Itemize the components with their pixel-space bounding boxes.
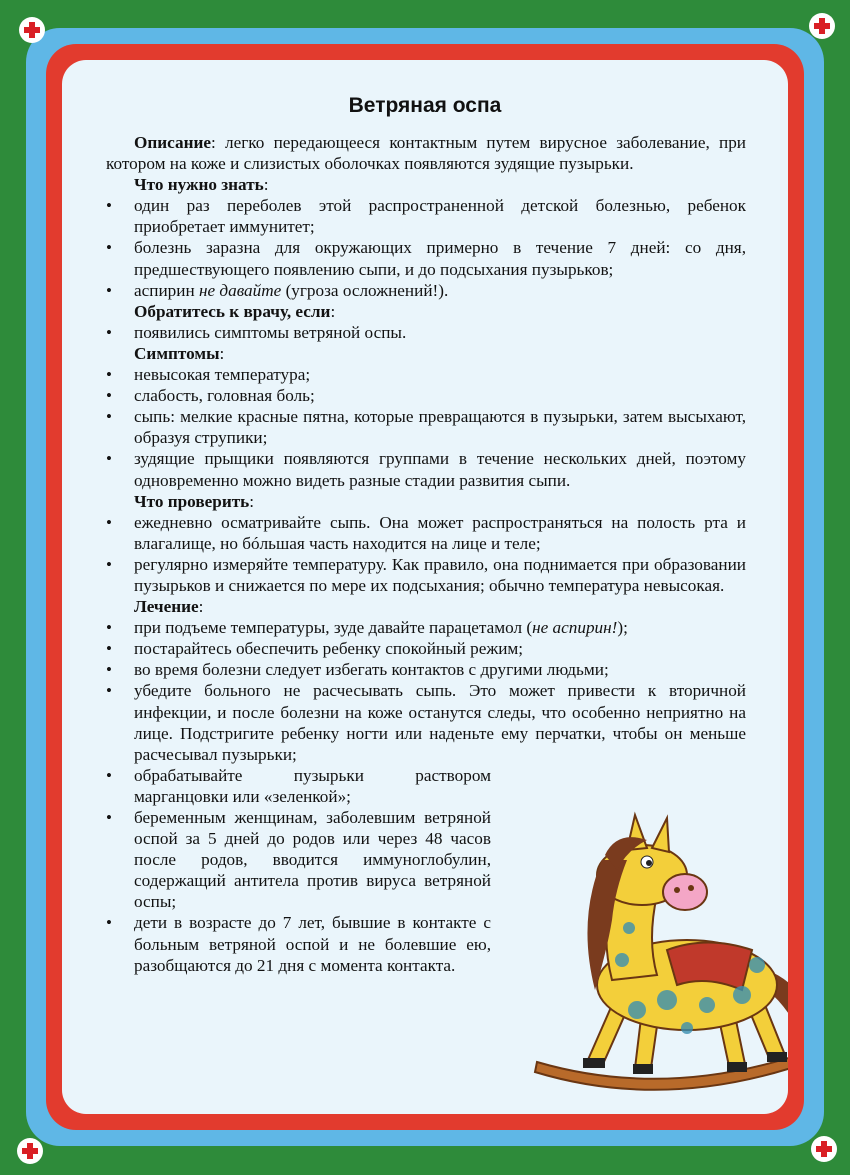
list-item: • невысокая температура; (106, 364, 746, 385)
heading-text: Лечение (134, 597, 199, 617)
list-treatment-narrow (106, 765, 491, 976)
list-item: • зудящие прыщики появляются группами в течение нескольких дней, поэтому одновременно можно видеть разные стадии развития сыпи. (106, 448, 746, 490)
list-item: • болезнь заразна для окружающих примерно в течение 7 дней: со дня, предшествующего появлению сыпи, и до подсыхания пузырьков; (106, 237, 746, 279)
leaflet-page (62, 60, 788, 1114)
section-heading-check (106, 491, 746, 512)
list-item: • появились симптомы ветряной оспы. (106, 322, 746, 343)
page-title: Ветряная оспа (348, 94, 502, 117)
item-text: при подъеме температуры, зуде давайте парацетамол ( (134, 618, 533, 638)
list-item: • ежедневно осматривайте сыпь. Она может распространяться на полость рта и влагалище, но бóльшая часть находится на лице и теле; (106, 512, 746, 554)
heading-colon: : (330, 301, 336, 321)
list-symptoms (106, 364, 746, 491)
list-item: • во время болезни следует избегать контактов с другими людьми; (106, 659, 746, 680)
medical-cross-icon (17, 1138, 43, 1164)
heading-text: Что проверить (134, 491, 250, 511)
heading-colon: : (263, 175, 269, 195)
section-heading-know (106, 174, 746, 195)
item-emphasis: не аспирин! (532, 618, 618, 638)
list-treatment (106, 617, 746, 765)
list-item: • слабость, головная боль; (106, 385, 746, 406)
list-item: • обрабатывайте пузырьки раствором марганцовки или «зеленкой»; (106, 765, 491, 807)
heading-colon: : (219, 343, 225, 363)
list-item: • постарайтесь обеспечить ребенку спокойный режим; (106, 638, 746, 659)
section-heading-doctor (106, 301, 746, 322)
medical-cross-icon (809, 13, 835, 39)
heading-colon: : (249, 491, 255, 511)
list-item: • дети в возрасте до 7 лет, бывшие в контакте с больным ветряной оспой и не болевшие ею, разобщаются до 21 дня с момента контакта. (106, 912, 491, 975)
medical-cross-icon (19, 17, 45, 43)
section-heading-treatment (106, 596, 746, 617)
list-item (106, 617, 746, 638)
list-doctor (106, 322, 746, 343)
heading-colon: : (198, 597, 204, 617)
description-text: : легко передающееся контактным путем вирусное заболевание, при котором на коже и слизистых оболочках появляются зудящие пузырьки. (106, 133, 746, 174)
section-heading-symptoms (106, 343, 746, 364)
description-label: Описание (134, 133, 212, 152)
item-emphasis: не давайте (198, 280, 282, 300)
list-item: • беременным женщинам, заболевшим ветряной оспой за 5 дней до родов или через 48 часов после родов, вводится иммуноглобулин, содержащий антитела против вируса ветряной оспы; (106, 807, 491, 912)
heading-text: Что нужно знать (134, 175, 264, 195)
item-text: аспирин (134, 280, 199, 300)
list-item: • сыпь: мелкие красные пятна, которые превращаются в пузырьки, затем высыхают, образуя струпики; (106, 406, 746, 448)
item-text: (угроза осложнений!). (281, 280, 449, 300)
description-paragraph (106, 132, 746, 174)
list-item: • регулярно измеряйте температуру. Как правило, она поднимается при образовании пузырьков и снижается по мере их подсыхания; обычно температура невысокая. (106, 554, 746, 596)
list-item: • убедите больного не расчесывать сыпь. Это может привести к вторичной инфекции, и после болезни на коже останутся следы, что особенно неприятно на лице. Подстригите ребенку ногти или наденьте ему перчатки, чтобы он меньше расчесывал пузырьки; (106, 680, 746, 764)
list-check (106, 512, 746, 596)
list-item (106, 280, 746, 301)
rocking-horse-illustration (517, 800, 788, 1100)
list-know (106, 195, 746, 300)
list-item: • один раз переболев этой распространенной детской болезнью, ребенок приобретает иммунитет; (106, 195, 746, 237)
item-text: ); (617, 618, 628, 638)
heading-text: Обратитесь к врачу, если (134, 301, 331, 321)
heading-text: Симптомы (134, 343, 220, 363)
medical-cross-icon (811, 1136, 837, 1162)
